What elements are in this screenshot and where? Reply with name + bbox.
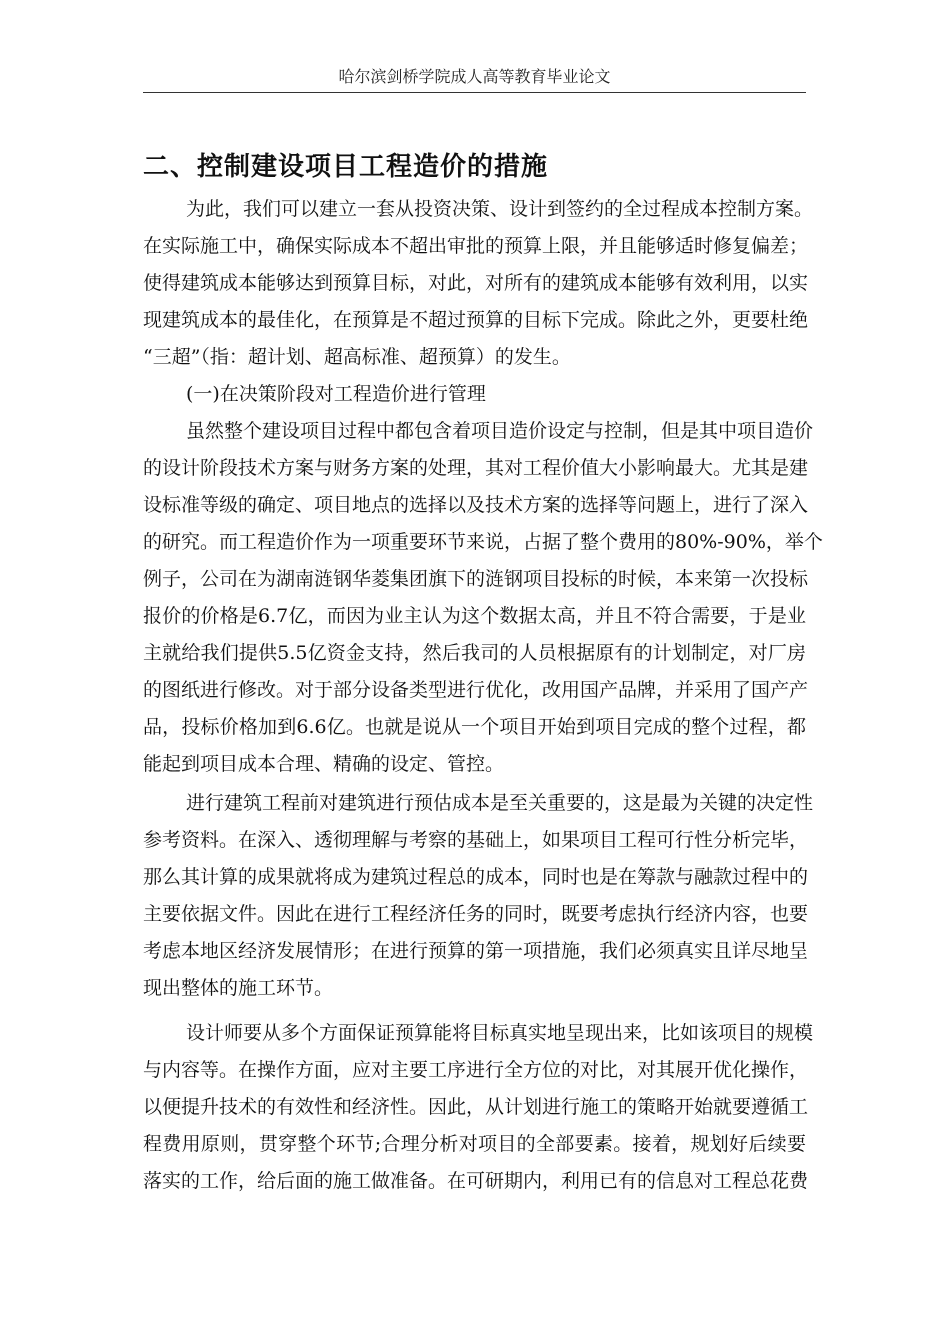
running-header: 哈尔滨剑桥学院成人高等教育毕业论文: [338, 67, 611, 86]
paragraph: [143, 413, 823, 783]
text-line: 与内容等。在操作方面，应对主要工序进行全方位的对比，对其展开优化操作，: [143, 1059, 809, 1081]
text-line: 现出整体的施工环节。: [143, 977, 334, 999]
text-line: 程费用原则，贯穿整个环节;合理分析对项目的全部要素。接着，规划好后续要: [143, 1133, 806, 1155]
text-line: 为此，我们可以建立一套从投资决策、设计到签约的全过程成本控制方案。: [186, 198, 814, 220]
text-line: 的图纸进行修改。对于部分设备类型进行优化，改用国产品牌，并采用了国产产: [143, 679, 809, 701]
text-line: 设标准等级的确定、项目地点的选择以及技术方案的选择等问题上，进行了深入: [143, 494, 809, 516]
text-line: 报价的价格是6.7亿，而因为业主认为这个数据太高，并且不符合需要，于是业: [143, 605, 806, 627]
text-line: 主要依据文件。因此在进行工程经济任务的同时，既要考虑执行经济内容，也要: [143, 903, 809, 925]
text-line: 例子，公司在为湖南涟钢华菱集团旗下的涟钢项目投标的时候，本来第一次投标: [143, 568, 809, 590]
section-heading: 二、控制建设项目工程造价的措施: [143, 152, 549, 182]
paragraph: [143, 1015, 814, 1200]
text-line: 的研究。而工程造价作为一项重要环节来说，占据了整个费用的80%-90%，举个: [143, 531, 823, 553]
text-line: 进行建筑工程前对建筑进行预估成本是至关重要的，这是最为关键的决定性: [186, 792, 814, 814]
text-line: 能起到项目成本合理、精确的设定、管控。: [143, 753, 505, 775]
header-rule: [143, 92, 806, 93]
text-line: 虽然整个建设项目过程中都包含着项目造价设定与控制，但是其中项目造价: [186, 420, 814, 442]
text-line: 使得建筑成本能够达到预算目标，对此，对所有的建筑成本能够有效利用，以实: [143, 272, 809, 294]
text-line: (一)在决策阶段对工程造价进行管理: [186, 383, 486, 405]
text-line: 现建筑成本的最佳化，在预算是不超过预算的目标下完成。除此之外，更要杜绝: [143, 309, 809, 331]
text-line: 主就给我们提供5.5亿资金支持，然后我司的人员根据原有的计划制定，对厂房: [143, 642, 806, 664]
text-line: 那么其计算的成果就将成为建筑过程总的成本，同时也是在筹款与融款过程中的: [143, 866, 809, 888]
text-line: 以便提升技术的有效性和经济性。因此，从计划进行施工的策略开始就要遵循工: [143, 1096, 809, 1118]
text-line: 落实的工作，给后面的施工做准备。在可研期内，利用已有的信息对工程总花费: [143, 1170, 809, 1192]
text-line: “三超”（指：超计划、超高标准、超预算）的发生。: [143, 346, 571, 368]
text-line: 设计师要从多个方面保证预算能将目标真实地呈现出来，比如该项目的规模: [186, 1022, 814, 1044]
text-line: 的设计阶段技术方案与财务方案的处理，其对工程价值大小影响最大。尤其是建: [143, 457, 809, 479]
text-line: 在实际施工中，确保实际成本不超出审批的预算上限，并且能够适时修复偏差；: [143, 235, 809, 257]
paragraph: [143, 785, 814, 1007]
text-line: 参考资料。在深入、透彻理解与考察的基础上，如果项目工程可行性分析完毕，: [143, 829, 809, 851]
paragraph: [143, 191, 814, 376]
text-line: 品，投标价格加到6.6亿。也就是说从一个项目开始到项目完成的整个过程，都: [143, 716, 806, 738]
text-line: 考虑本地区经济发展情形；在进行预算的第一项措施，我们必须真实且详尽地呈: [143, 940, 809, 962]
paragraph: [143, 376, 806, 413]
